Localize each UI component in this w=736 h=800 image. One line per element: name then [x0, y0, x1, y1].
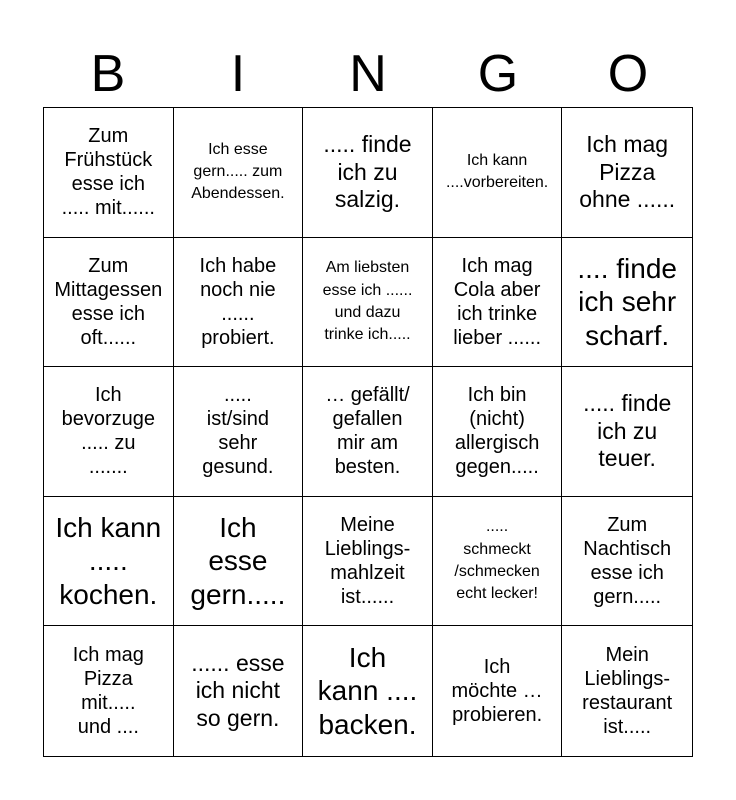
header-letter-i: I: [230, 45, 246, 103]
bingo-board: [43, 107, 693, 757]
bingo-cell[interactable]: ...... esse ich nicht so gern.: [174, 626, 304, 756]
bingo-cell[interactable]: Ich bevorzuge ..... zu .......: [44, 367, 174, 497]
bingo-cell[interactable]: Mein Lieblings- restaurant ist.....: [582, 644, 673, 739]
bingo-cell[interactable]: Zum Frühstück esse ich ..... mit......: [44, 108, 174, 238]
bingo-cell[interactable]: Ich bin (nicht) allergisch gegen.....: [433, 367, 563, 497]
bingo-cell[interactable]: .... finde ich sehr scharf.: [562, 238, 692, 368]
bingo-cell[interactable]: ..... finde ich zu teuer.: [562, 367, 692, 497]
bingo-cell[interactable]: Ich kann ..... kochen.: [44, 497, 174, 627]
bingo-cell[interactable]: Ich esse gern.....: [174, 497, 304, 627]
header-letter-g: G: [477, 45, 519, 103]
header-letter-n: N: [349, 45, 387, 103]
bingo-cell[interactable]: Ich kann ....vorbereiten.: [433, 108, 563, 238]
bingo-cell[interactable]: Ich mag Cola aber ich trinke lieber ......: [433, 238, 563, 368]
bingo-cell[interactable]: … gefällt/ gefallen mir am besten.: [303, 367, 433, 497]
bingo-cell[interactable]: Ich mag Pizza ohne ......: [562, 108, 692, 238]
bingo-header: [43, 40, 693, 108]
bingo-cell[interactable]: Zum Mittagessen esse ich oft......: [44, 238, 174, 368]
bingo-cell[interactable]: Meine Lieblings- mahlzeit ist......: [303, 497, 433, 627]
header-letter-b: B: [90, 45, 126, 103]
bingo-cell[interactable]: Ich möchte … probieren.: [433, 626, 563, 756]
bingo-cell[interactable]: Am liebsten esse ich ...... und dazu trinke ich.....: [303, 238, 433, 368]
bingo-cell[interactable]: ..... ist/sind sehr gesund.: [174, 367, 304, 497]
bingo-cell[interactable]: Ich mag Pizza mit..... und ....: [44, 626, 174, 756]
bingo-cell[interactable]: Ich esse gern..... zum Abendessen.: [174, 108, 304, 238]
bingo-cell[interactable]: Ich habe noch nie ...... probiert.: [174, 238, 304, 368]
header-letter-o: O: [607, 45, 649, 103]
bingo-cell[interactable]: ..... schmeckt /schmecken echt lecker!: [433, 497, 563, 627]
bingo-cell[interactable]: ..... finde ich zu salzig.: [303, 108, 433, 238]
bingo-cell[interactable]: Zum Nachtisch esse ich gern.....: [562, 497, 692, 627]
bingo-cell[interactable]: Ich kann .... backen.: [303, 626, 433, 756]
